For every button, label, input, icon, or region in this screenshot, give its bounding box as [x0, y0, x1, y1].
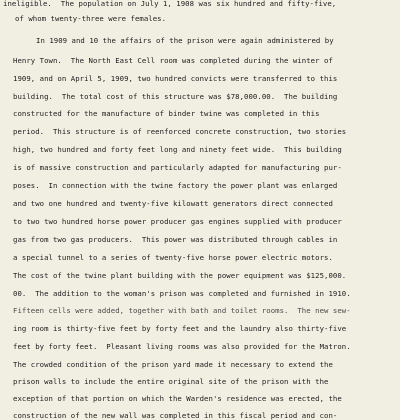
text-line-9: high, two hundred and forty feet long and ninety feet wide. This building	[13, 145, 342, 154]
text-line-20: feet by forty feet. Pleasant living rooms was also provided for the Matron.	[13, 342, 351, 351]
text-line-22: prison walls to include the entire original site of the prison with the	[13, 377, 329, 386]
text-line-18: Fifteen cells were added, together with bath and toilet rooms. The new sew-	[13, 306, 351, 315]
text-line-3: In 1909 and 10 the affairs of the prison were again administered by	[36, 36, 334, 45]
text-line-16: The cost of the twine plant building with the power equipment was $125,000.	[13, 271, 347, 280]
text-line-2: of whom twenty-three were females.	[15, 14, 167, 23]
text-line-11: poses. In connection with the twine factory the power plant was enlarged	[13, 181, 338, 190]
text-line-15: a special tunnel to a series of twenty-five horse power electric motors.	[13, 253, 333, 262]
text-line-19: ing room is thirty-five feet by forty feet and the laundry also thirty-five	[13, 324, 347, 333]
text-line-5: 1909, and on April 5, 1909, two hundred convicts were transferred to this	[13, 74, 338, 83]
text-line-23: exception of that portion on which the Warden's residence was erected, the	[13, 394, 342, 403]
text-line-13: to two two hundred horse power producer gas engines supplied with producer	[13, 217, 342, 226]
text-line-17: 00. The addition to the woman's prison was completed and furnished in 1910.	[13, 289, 351, 298]
text-line-8: period. This structure is of reenforced concrete construction, two stories	[13, 127, 347, 136]
text-line-7: constructed for the manufacture of binder twine was completed in this	[13, 109, 320, 118]
text-line-14: gas from two gas producers. This power was distributed through cables in	[13, 235, 338, 244]
text-line-4: Henry Town. The North East Cell room was completed during the winter of	[13, 56, 333, 65]
text-line-21: The crowded condition of the prison yard made it necessary to extend the	[13, 360, 333, 369]
text-line-10: is of massive construction and particularly adapted for manufacturing pur-	[13, 163, 342, 172]
text-line-6: building. The total cost of this structure was $78,000.00. The building	[13, 92, 338, 101]
text-line-1: ineligible. The population on July 1, 1908 was six hundred and fifty-five,	[3, 0, 337, 8]
text-line-24: construction of the new wall was completed in this fiscal period and con-	[13, 411, 338, 420]
text-line-12: and two one hundred and twenty-five kilowatt generators direct connected	[13, 199, 333, 208]
